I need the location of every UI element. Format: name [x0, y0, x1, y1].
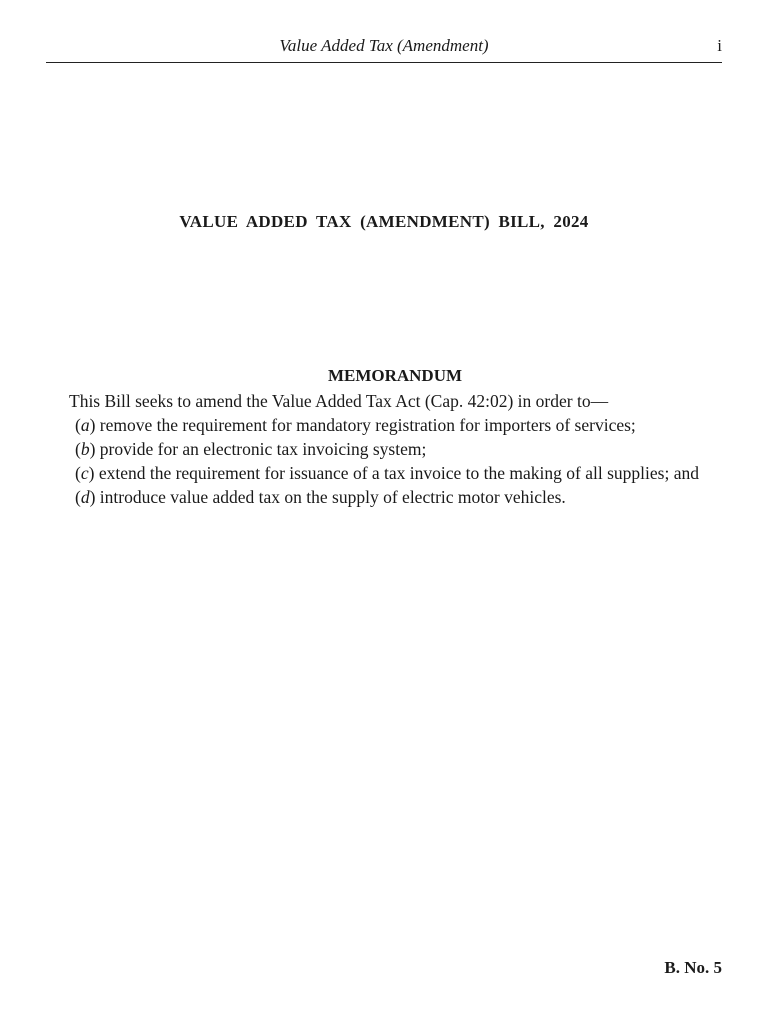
item-text: extend the requirement for issuance of a tax invoice to the making of all supplies; and	[98, 463, 699, 483]
memorandum-heading: MEMORANDUM	[327, 366, 463, 385]
memorandum-item: (b) provide for an electronic tax invoicing system;	[75, 439, 427, 459]
item-text: remove the requirement for mandatory registration for importers of services;	[99, 415, 636, 435]
running-title: Value Added Tax (Amendment)	[279, 36, 489, 55]
memorandum-item: (c) extend the requirement for issuance of a tax invoice to the making of all supplies; and	[75, 463, 699, 483]
bill-title: VALUE ADDED TAX (AMENDMENT) BILL, 2024	[179, 212, 589, 231]
bill-number: B. No. 5	[664, 958, 722, 977]
item-letter: c	[80, 463, 89, 483]
memorandum-item: (d) introduce value added tax on the supply of electric motor vehicles.	[75, 487, 566, 507]
memorandum-body	[54, 392, 722, 512]
memorandum-intro: This Bill seeks to amend the Value Added Tax Act (Cap. 42:02) in order to—	[69, 391, 609, 411]
item-letter: a	[80, 415, 90, 435]
item-letter: b	[80, 439, 90, 459]
item-letter: d	[80, 487, 90, 507]
memorandum-item: (a) remove the requirement for mandatory registration for importers of services;	[75, 415, 636, 435]
item-text: provide for an electronic tax invoicing system;	[99, 439, 427, 459]
running-header	[46, 36, 722, 63]
page-number: i	[717, 36, 722, 55]
item-text: introduce value added tax on the supply of electric motor vehicles.	[99, 487, 566, 507]
